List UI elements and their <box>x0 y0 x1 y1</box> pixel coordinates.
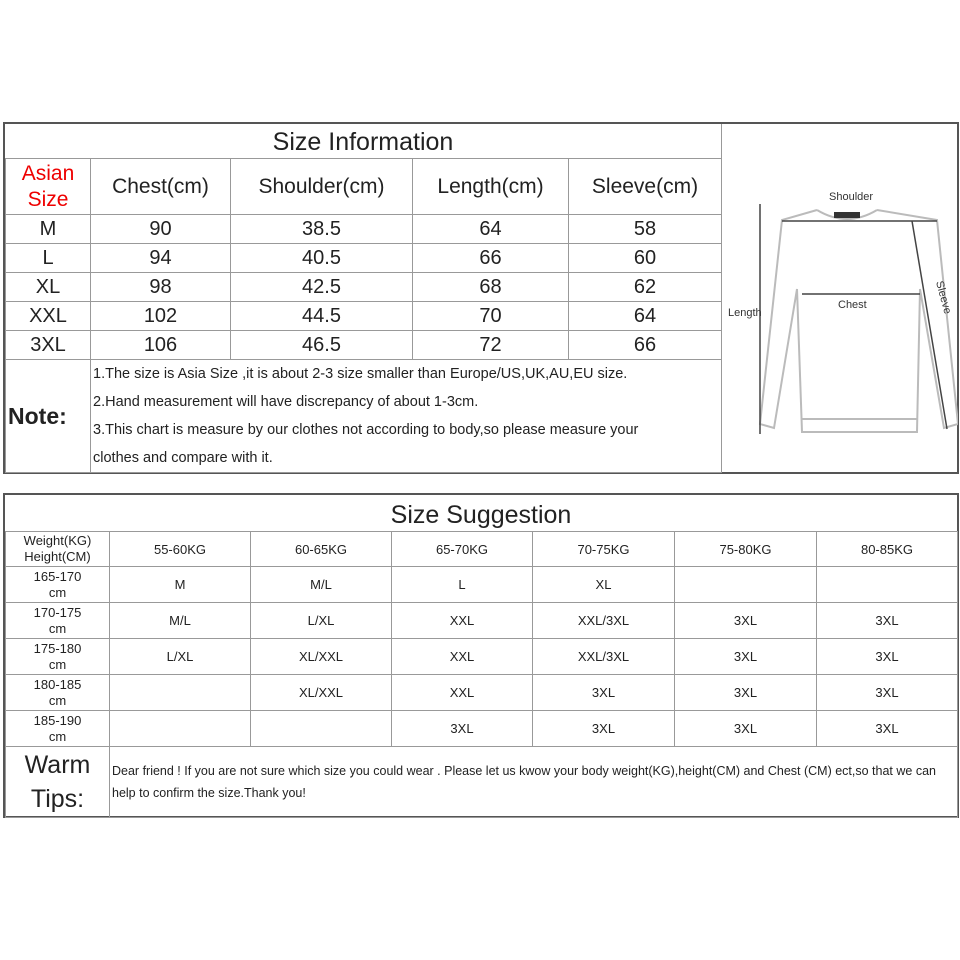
length-cell: 72 <box>413 331 569 360</box>
shoulder-cell: 46.5 <box>231 331 413 360</box>
weight-header-row <box>6 532 958 567</box>
size-suggestion-title: Size Suggestion <box>5 495 957 532</box>
sleeve-cell: 64 <box>569 302 722 331</box>
shoulder-cell: 44.5 <box>231 302 413 331</box>
length-cell: 68 <box>413 273 569 302</box>
table-row <box>6 215 722 244</box>
note-line: 2.Hand measurement will have discrepancy of about 1-3cm. <box>93 394 479 410</box>
suggestion-cell: XXL/3XL <box>533 603 675 639</box>
length-cell: 70 <box>413 302 569 331</box>
suggestion-cell <box>110 675 251 711</box>
table-row <box>6 603 958 639</box>
column-header-sleeve: Sleeve(cm) <box>569 159 722 215</box>
asian-size-label-line1: Asian <box>21 161 75 185</box>
sleeve-label: Sleeve <box>933 279 954 316</box>
table-row <box>6 639 958 675</box>
height-label <box>6 675 110 711</box>
height-range: 175-180 <box>33 640 82 656</box>
suggestion-cell: 3XL <box>817 675 958 711</box>
note-line: clothes and compare with it. <box>93 450 273 466</box>
asian-size-label-line2: Size <box>27 187 69 211</box>
size-cell: L <box>6 244 91 273</box>
corner-height-label: Height(CM) <box>24 549 91 564</box>
suggestion-cell: XL/XXL <box>251 675 392 711</box>
chest-cell: 102 <box>91 302 231 331</box>
suggestion-cell: 3XL <box>817 639 958 675</box>
suggestion-cell: 3XL <box>533 675 675 711</box>
suggestion-cell <box>110 711 251 747</box>
weight-header: 70-75KG <box>533 532 675 567</box>
note-line: 1.The size is Asia Size ,it is about 2-3 size smaller than Europe/US,UK,AU,EU size. <box>93 366 628 382</box>
suggestion-cell <box>817 567 958 603</box>
height-unit: cm <box>48 656 67 672</box>
height-range: 180-185 <box>33 676 82 692</box>
suggestion-cell <box>675 567 817 603</box>
suggestion-cell: L/XL <box>110 639 251 675</box>
sleeve-cell: 62 <box>569 273 722 302</box>
height-unit: cm <box>48 728 67 744</box>
length-label: Length <box>728 307 762 319</box>
height-range: 185-190 <box>33 712 82 728</box>
weight-height-corner <box>6 532 110 567</box>
height-unit: cm <box>48 620 67 636</box>
suggestion-cell: 3XL <box>675 675 817 711</box>
corner-weight-label: Weight(KG) <box>23 533 92 548</box>
chest-cell: 106 <box>91 331 231 360</box>
warm-label-line1: Warm <box>24 751 91 779</box>
chest-cell: 90 <box>91 215 231 244</box>
size-information-section <box>3 122 959 474</box>
chest-cell: 98 <box>91 273 231 302</box>
height-label <box>6 603 110 639</box>
size-cell: M <box>6 215 91 244</box>
size-cell: XXL <box>6 302 91 331</box>
weight-header: 65-70KG <box>392 532 533 567</box>
chest-cell: 94 <box>91 244 231 273</box>
sleeve-cell: 66 <box>569 331 722 360</box>
height-label <box>6 567 110 603</box>
note-line: 3.This chart is measure by our clothes not according to body,so please measure your <box>93 422 639 438</box>
suggestion-cell: XXL/3XL <box>533 639 675 675</box>
size-info-header-row <box>6 159 722 215</box>
height-unit: cm <box>48 692 67 708</box>
chest-label: Chest <box>838 299 867 311</box>
sleeve-cell: 60 <box>569 244 722 273</box>
note-row <box>6 360 722 473</box>
size-suggestion-table <box>5 531 958 818</box>
shoulder-cell: 40.5 <box>231 244 413 273</box>
table-row <box>6 567 958 603</box>
table-row <box>6 302 722 331</box>
warm-tips-label <box>6 747 110 818</box>
suggestion-cell: M <box>110 567 251 603</box>
suggestion-cell: XXL <box>392 603 533 639</box>
height-unit: cm <box>48 584 67 600</box>
suggestion-cell: 3XL <box>392 711 533 747</box>
sleeve-cell: 58 <box>569 215 722 244</box>
suggestion-cell: XL/XXL <box>251 639 392 675</box>
shoulder-cell: 38.5 <box>231 215 413 244</box>
shirt-measurement-diagram <box>721 124 958 472</box>
suggestion-cell: 3XL <box>675 711 817 747</box>
suggestion-cell <box>251 711 392 747</box>
table-row <box>6 273 722 302</box>
neck-label-tag <box>834 212 860 218</box>
column-header-shoulder: Shoulder(cm) <box>231 159 413 215</box>
warm-tips-text: Dear friend ! If you are not sure which size you could wear . Please let us kwow your body weight(KG),height(CM) and Chest (CM) ect,so that we can help to confirm the size.Thank you! <box>110 747 958 818</box>
shoulder-label: Shoulder <box>829 191 874 203</box>
suggestion-cell: 3XL <box>533 711 675 747</box>
height-label <box>6 639 110 675</box>
warm-tips-row <box>6 747 958 818</box>
height-range: 170-175 <box>33 604 82 620</box>
size-cell: 3XL <box>6 331 91 360</box>
length-cell: 64 <box>413 215 569 244</box>
table-row <box>6 675 958 711</box>
size-information-title: Size Information <box>5 124 721 159</box>
suggestion-cell: M/L <box>251 567 392 603</box>
suggestion-cell: L/XL <box>251 603 392 639</box>
suggestion-cell: 3XL <box>675 639 817 675</box>
suggestion-cell: XXL <box>392 675 533 711</box>
suggestion-cell: M/L <box>110 603 251 639</box>
suggestion-cell: 3XL <box>817 603 958 639</box>
size-suggestion-section <box>3 493 959 818</box>
suggestion-cell: XL <box>533 567 675 603</box>
weight-header: 55-60KG <box>110 532 251 567</box>
note-label: Note: <box>6 360 91 473</box>
weight-header: 75-80KG <box>675 532 817 567</box>
note-text <box>91 360 722 473</box>
suggestion-cell: 3XL <box>675 603 817 639</box>
weight-header: 80-85KG <box>817 532 958 567</box>
column-header-length: Length(cm) <box>413 159 569 215</box>
shoulder-cell: 42.5 <box>231 273 413 302</box>
height-range: 165-170 <box>33 568 82 584</box>
column-header-chest: Chest(cm) <box>91 159 231 215</box>
suggestion-cell: 3XL <box>817 711 958 747</box>
warm-label-line2: Tips: <box>30 785 85 813</box>
table-row <box>6 244 722 273</box>
size-information-table <box>5 158 722 473</box>
table-row <box>6 331 722 360</box>
table-row <box>6 711 958 747</box>
asian-size-header <box>6 159 91 215</box>
size-cell: XL <box>6 273 91 302</box>
height-label <box>6 711 110 747</box>
shirt-diagram-svg <box>722 124 958 472</box>
suggestion-cell: L <box>392 567 533 603</box>
suggestion-cell: XXL <box>392 639 533 675</box>
weight-header: 60-65KG <box>251 532 392 567</box>
length-cell: 66 <box>413 244 569 273</box>
